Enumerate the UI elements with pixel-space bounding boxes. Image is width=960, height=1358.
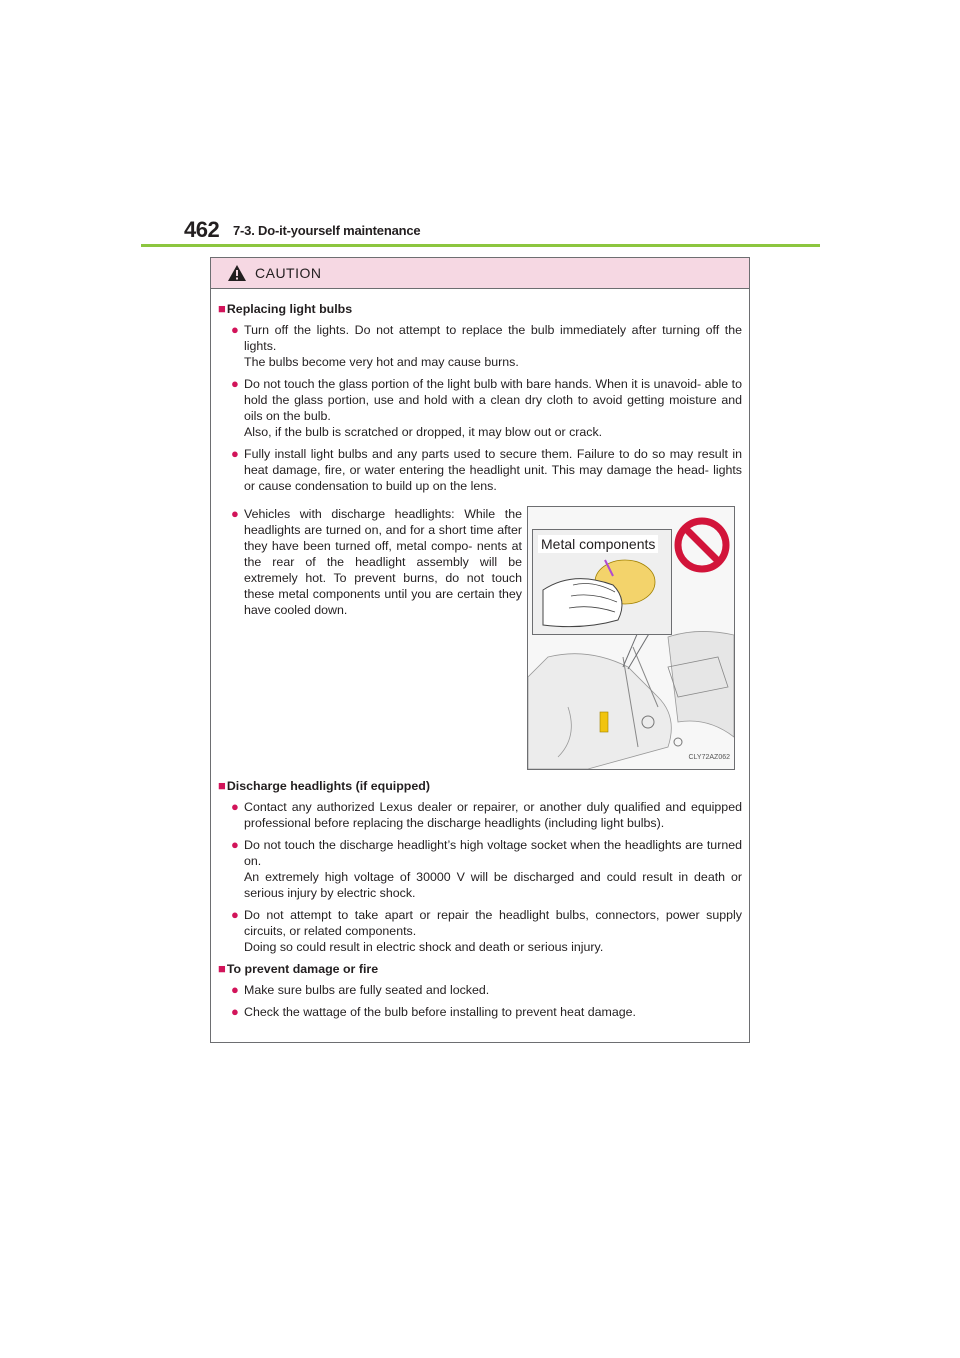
list-item: ● Do not touch the discharge headlight’s high voltage socket when the headlights are turned on. An extremely high voltage of 30000 V will be discharged and could result in death or serious injury by electric shock. xyxy=(231,837,742,900)
list-item: ● Check the wattage of the bulb before installing to prevent heat damage. xyxy=(231,1004,636,1019)
bullet-icon: ● xyxy=(231,907,239,922)
square-bullet-icon: ■ xyxy=(218,961,226,976)
header-rule xyxy=(141,244,820,247)
metal-components-label: Metal components xyxy=(538,535,658,553)
bullet-icon: ● xyxy=(231,506,239,521)
prohibition-icon xyxy=(674,517,730,573)
caution-label: CAUTION xyxy=(255,265,322,281)
bullet-icon: ● xyxy=(231,982,239,997)
list-item: ● Do not touch the glass portion of the light bulb with bare hands. When it is unavoid- able to hold the glass portion, use and hold with a clean dry cloth to avoid getting moisture and oils on the bulb. Also, if the bulb is scratched or dropped, it may blow out or crack. xyxy=(231,376,742,439)
list-item: ● Fully install light bulbs and any parts used to secure them. Failure to do so may result in heat damage, fire, or water entering the headlight unit. This may damage the head- lights or cause condensation to build up on the lens. xyxy=(231,446,742,493)
section-heading: ■Replacing light bulbs xyxy=(218,301,353,316)
caution-content xyxy=(218,301,742,1026)
bullet-icon: ● xyxy=(231,837,239,852)
section-title: 7-3. Do-it-yourself maintenance xyxy=(233,223,421,238)
page-number: 462 xyxy=(184,217,220,242)
bullet-icon: ● xyxy=(231,1004,239,1019)
caution-box xyxy=(210,257,750,1043)
section-heading: ■To prevent damage or fire xyxy=(218,961,379,976)
list-item: ● Turn off the lights. Do not attempt to replace the bulb immediately after turning off the lights. The bulbs become very hot and may cause burns. xyxy=(231,322,742,369)
list-item: ● Do not attempt to take apart or repair the headlight bulbs, connectors, power supply circuits, or related components. Doing so could result in electric shock and death or serious injury. xyxy=(231,907,742,954)
warning-icon xyxy=(227,264,247,282)
square-bullet-icon: ■ xyxy=(218,778,226,793)
list-item: ● Contact any authorized Lexus dealer or repairer, or another duly qualified and equipped professional before replacing the discharge headlights (including light bulbs). xyxy=(231,799,742,830)
headlight-illustration xyxy=(527,506,735,770)
list-item: ● Vehicles with discharge headlights: While the headlights are turned on, and for a short time after they have been turned off, metal compo- nents at the rear of the headlight assembly will be extremely hot. To prevent burns, do not touch these metal components until you are certain they have cooled down. xyxy=(231,506,522,617)
bullet-icon: ● xyxy=(231,446,239,461)
caution-header xyxy=(211,258,749,289)
bullet-icon: ● xyxy=(231,322,239,337)
figure-code: CLY72AZ062 xyxy=(688,754,730,761)
list-item: ● Make sure bulbs are fully seated and locked. xyxy=(231,982,490,997)
square-bullet-icon: ■ xyxy=(218,301,226,316)
bullet-icon: ● xyxy=(231,376,239,391)
bullet-icon: ● xyxy=(231,799,239,814)
figure-row xyxy=(218,506,742,778)
section-heading: ■Discharge headlights (if equipped) xyxy=(218,778,430,793)
